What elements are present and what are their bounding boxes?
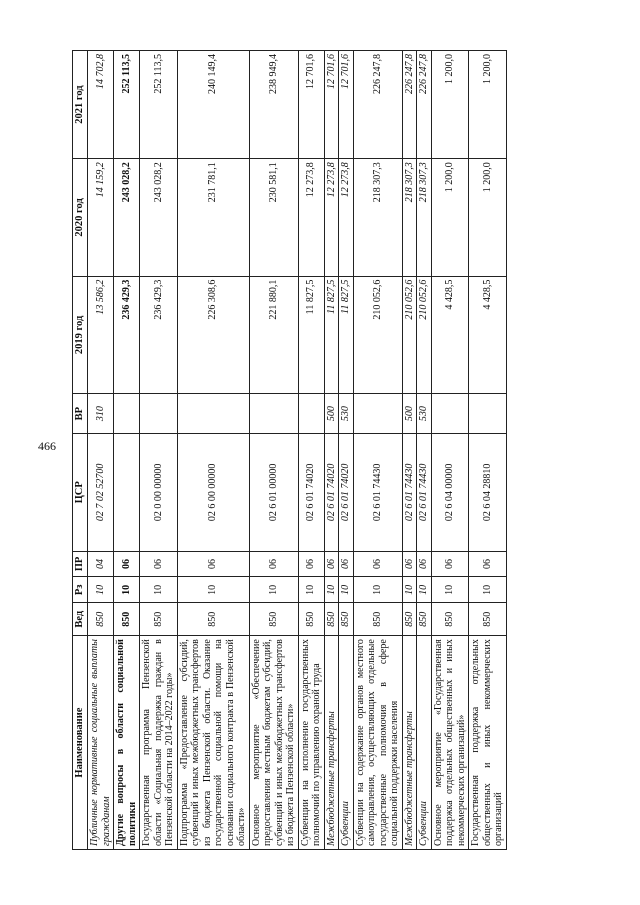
cell-y2020: 218 307,3 (353, 159, 402, 276)
cell-pr: 06 (249, 551, 298, 577)
table-row (88, 51, 114, 850)
cell-y2019: 210 052,6 (353, 276, 402, 393)
cell-csr: 02 6 04 00000 (431, 434, 469, 551)
cell-vr: 500 (324, 394, 339, 434)
cell-vr (298, 394, 324, 434)
cell-pr: 06 (402, 551, 417, 577)
cell-pr: 06 (324, 551, 339, 577)
cell-name: Основное мероприятие «Обеспечение предоставления местным бюджетам субсидий, субвенций и иных межбюджетных трансфертов из бюджета Пензенской области» (249, 636, 298, 850)
table-row (324, 51, 339, 850)
cell-rz: 10 (140, 577, 178, 603)
cell-y2019: 11 827,5 (324, 276, 339, 393)
table-row (114, 51, 140, 850)
cell-y2021: 12 701,6 (324, 51, 339, 159)
cell-y2019: 11 827,5 (339, 276, 354, 393)
cell-y2021: 1 200,0 (469, 51, 507, 159)
cell-rz: 10 (431, 577, 469, 603)
cell-vr: 530 (339, 394, 354, 434)
cell-vr: 530 (417, 394, 432, 434)
cell-csr: 02 6 04 28810 (469, 434, 507, 551)
table-row (298, 51, 324, 850)
cell-vr (140, 394, 178, 434)
cell-ved: 850 (298, 603, 324, 636)
cell-y2020: 243 028,2 (140, 159, 178, 276)
cell-y2021: 238 949,4 (249, 51, 298, 159)
table-header-row (73, 51, 88, 850)
cell-ved: 850 (469, 603, 507, 636)
cell-name: Другие вопросы в области социальной политики (114, 636, 140, 850)
cell-y2020: 218 307,3 (402, 159, 417, 276)
cell-name: Подпрограмма «Предоставление субсидий, субвенций и иных межбюджетных трансфертов из бюджета Пензенской области. Оказание государственной социальной помощи на основании социального контракта в Пензенской области» (177, 636, 249, 850)
header-name: Наименование (73, 636, 88, 850)
cell-y2020: 1 200,0 (469, 159, 507, 276)
header-pr: ПР (73, 551, 88, 577)
cell-vr (177, 394, 249, 434)
cell-name: Межбюджетные трансферты (402, 636, 417, 850)
cell-y2021: 12 701,6 (298, 51, 324, 159)
cell-vr (114, 394, 140, 434)
cell-name: Субвенции на содержание органов местного самоуправления, осуществляющих отдельные государственные полномочия в сфере социальной поддержки населения (353, 636, 402, 850)
cell-pr: 06 (114, 551, 140, 577)
cell-pr: 06 (469, 551, 507, 577)
header-rz: Рз (73, 577, 88, 603)
cell-name: Субвенции на исполнение государственных полномочий по управлению охраной труда (298, 636, 324, 850)
cell-y2020: 243 028,2 (114, 159, 140, 276)
cell-y2019: 4 428,5 (431, 276, 469, 393)
cell-csr: 02 6 01 74430 (417, 434, 432, 551)
table-row (469, 51, 507, 850)
cell-y2020: 12 273,8 (324, 159, 339, 276)
cell-rz: 10 (249, 577, 298, 603)
cell-ved: 850 (177, 603, 249, 636)
cell-y2020: 218 307,3 (417, 159, 432, 276)
cell-y2019: 4 428,5 (469, 276, 507, 393)
cell-name: Государственная поддержка отдельных общественных и иных некоммерческих организаций (469, 636, 507, 850)
rotated-table-container (72, 50, 592, 850)
cell-vr (431, 394, 469, 434)
cell-y2020: 230 581,1 (249, 159, 298, 276)
cell-y2021: 252 113,5 (114, 51, 140, 159)
cell-name: Публичные нормативные социальные выплаты гражданам (88, 636, 114, 850)
cell-pr: 06 (353, 551, 402, 577)
cell-name: Государственная программа Пензенской области «Социальная поддержка граждан в Пензенской области на 2014–2022 годы» (140, 636, 178, 850)
cell-rz: 10 (417, 577, 432, 603)
cell-ved: 850 (249, 603, 298, 636)
cell-y2019: 236 429,3 (140, 276, 178, 393)
cell-ved: 850 (431, 603, 469, 636)
table-row (402, 51, 417, 850)
cell-csr: 02 6 01 74430 (402, 434, 417, 551)
table-row (249, 51, 298, 850)
header-ved: Вед (73, 603, 88, 636)
cell-y2019: 13 586,2 (88, 276, 114, 393)
cell-csr: 02 6 01 74020 (324, 434, 339, 551)
cell-rz: 10 (469, 577, 507, 603)
cell-csr (114, 434, 140, 551)
cell-vr: 500 (402, 394, 417, 434)
header-csr: ЦСР (73, 434, 88, 551)
cell-ved: 850 (114, 603, 140, 636)
table-row (339, 51, 354, 850)
budget-table (72, 50, 507, 850)
cell-rz: 10 (177, 577, 249, 603)
cell-rz: 10 (339, 577, 354, 603)
cell-y2021: 252 113,5 (140, 51, 178, 159)
cell-y2019: 221 880,1 (249, 276, 298, 393)
cell-name: Субвенции (417, 636, 432, 850)
cell-pr: 06 (339, 551, 354, 577)
cell-y2019: 226 308,6 (177, 276, 249, 393)
table-row (140, 51, 178, 850)
cell-y2020: 12 273,8 (339, 159, 354, 276)
cell-csr: 02 6 01 00000 (249, 434, 298, 551)
cell-rz: 10 (298, 577, 324, 603)
cell-csr: 02 6 00 00000 (177, 434, 249, 551)
cell-y2020: 231 781,1 (177, 159, 249, 276)
cell-ved: 850 (353, 603, 402, 636)
cell-ved: 850 (339, 603, 354, 636)
cell-y2021: 14 702,8 (88, 51, 114, 159)
cell-y2021: 226 247,8 (417, 51, 432, 159)
cell-pr: 06 (140, 551, 178, 577)
cell-rz: 10 (353, 577, 402, 603)
cell-pr: 06 (431, 551, 469, 577)
cell-ved: 850 (417, 603, 432, 636)
cell-y2020: 1 200,0 (431, 159, 469, 276)
header-2020: 2020 год (73, 159, 88, 276)
cell-pr: 06 (298, 551, 324, 577)
cell-ved: 850 (402, 603, 417, 636)
table-body (88, 51, 507, 850)
table-row (177, 51, 249, 850)
cell-y2021: 12 701,6 (339, 51, 354, 159)
cell-ved: 850 (324, 603, 339, 636)
cell-rz: 10 (88, 577, 114, 603)
page-number: 466 (38, 439, 56, 453)
cell-pr: 06 (177, 551, 249, 577)
cell-rz: 10 (402, 577, 417, 603)
header-vr: ВР (73, 394, 88, 434)
table-row (417, 51, 432, 850)
cell-csr: 02 6 01 74020 (298, 434, 324, 551)
cell-rz: 10 (324, 577, 339, 603)
cell-y2019: 210 052,6 (402, 276, 417, 393)
cell-vr (249, 394, 298, 434)
cell-pr: 04 (88, 551, 114, 577)
table-row (431, 51, 469, 850)
cell-y2019: 11 827,5 (298, 276, 324, 393)
cell-name: Субвенции (339, 636, 354, 850)
cell-csr: 02 7 02 52700 (88, 434, 114, 551)
cell-y2020: 14 159,2 (88, 159, 114, 276)
cell-y2021: 1 200,0 (431, 51, 469, 159)
cell-y2021: 226 247,8 (402, 51, 417, 159)
cell-csr: 02 0 00 00000 (140, 434, 178, 551)
cell-y2021: 240 149,4 (177, 51, 249, 159)
cell-y2019: 210 052,6 (417, 276, 432, 393)
cell-csr: 02 6 01 74430 (353, 434, 402, 551)
cell-ved: 850 (140, 603, 178, 636)
cell-name: Основное мероприятие «Государственная поддержка отдельных общественных и иных некоммерческих организаций» (431, 636, 469, 850)
cell-y2019: 236 429,3 (114, 276, 140, 393)
cell-rz: 10 (114, 577, 140, 603)
cell-vr (353, 394, 402, 434)
cell-y2020: 12 273,8 (298, 159, 324, 276)
cell-pr: 06 (417, 551, 432, 577)
cell-y2021: 226 247,8 (353, 51, 402, 159)
table-row (353, 51, 402, 850)
cell-vr (469, 394, 507, 434)
header-2019: 2019 год (73, 276, 88, 393)
header-2021: 2021 год (73, 51, 88, 159)
cell-csr: 02 6 01 74020 (339, 434, 354, 551)
cell-ved: 850 (88, 603, 114, 636)
cell-vr: 310 (88, 394, 114, 434)
cell-name: Межбюджетные трансферты (324, 636, 339, 850)
